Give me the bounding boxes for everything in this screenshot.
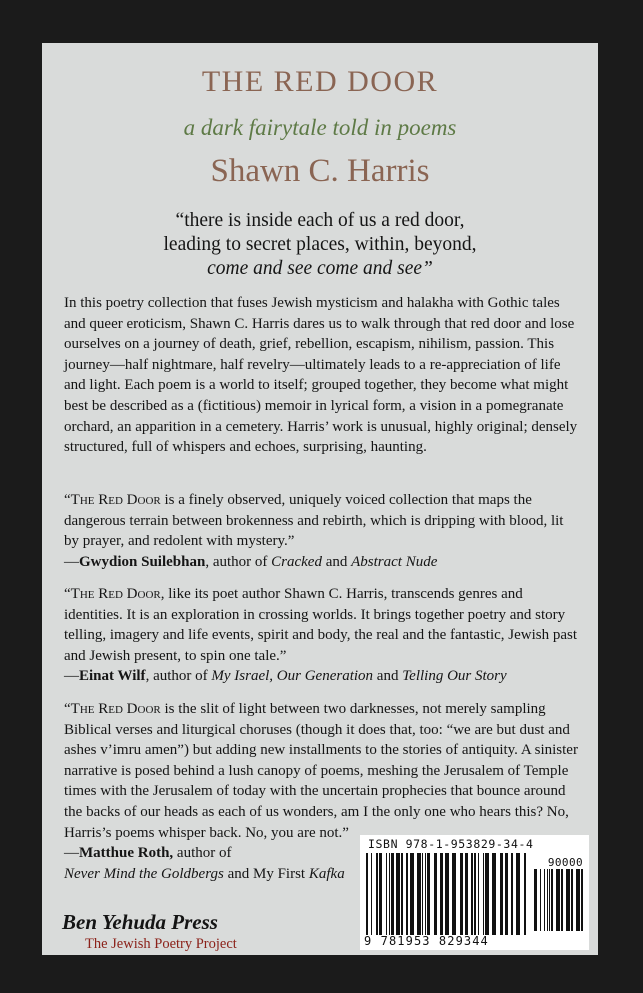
barcode-bar — [434, 853, 437, 935]
barcode-bar — [534, 869, 537, 931]
blurb: “The Red Door, like its poet author Shawn C. Harris, transcends genres and identities. It is an exploration in crossing worlds. It brings together poetry and story telling, imagery and life events, spirit and body, the real and the fantastic, Jewish past and Jewish present, to spin one tale.” —Einat Wilf, author of My Israel, Our Generation and Telling Our Story — [64, 586, 578, 685]
barcode-bar — [401, 853, 403, 935]
barcode-bar — [452, 853, 456, 935]
blurb-attribution — [64, 845, 345, 882]
work-title: Telling Our Story — [402, 668, 507, 685]
barcode-bar — [485, 853, 489, 935]
barcode-bar — [386, 853, 387, 935]
blurb-author: Matthue Roth, — [79, 845, 174, 862]
work-title: Kafka — [308, 865, 345, 882]
blurb: “The Red Door is the slit of light between two darknesses, not merely sampling Biblical verses and liturgical choruses (though it does that, too: “we are but dust and ashes v’imru amen”) but adding new installments to the stories of antiquity. A sinister narrative is posed behind a lush canopy of poems, meshing the Jerusalem of Temple times with the Jerusalem of today with the uncertain prophecies that bounce around the backs of our heads as each of us wonders, am I the only one who hears this? No, Harris’s poems whisper back. No, you are not.” —Matthue Roth, author of Never Mind the Goldbergs and My First Kafka — [64, 701, 578, 882]
epigraph-line: leading to secret places, within, beyond, — [163, 234, 477, 255]
barcode-bar — [406, 853, 408, 935]
epigraph-line: “there is inside each of us a red door, — [175, 210, 465, 231]
barcode-bar — [544, 869, 545, 931]
blurb-text: is a finely observed, uniquely voiced collection that maps the dangerous terrain between brokenness and rebirth, which is dripping with blood, lit by prayer, and redolent with mystery.” — [64, 492, 564, 550]
barcode-bar — [571, 869, 573, 931]
barcode-bar — [478, 853, 479, 935]
price-code: 90000 — [547, 856, 583, 869]
isbn-barcode — [360, 835, 589, 950]
barcode-bar — [440, 853, 443, 935]
barcode-bar — [524, 853, 526, 935]
publisher-logo: Ben Yehuda Press — [62, 910, 218, 934]
barcode-bar — [556, 869, 560, 931]
barcode-bar — [366, 853, 368, 935]
barcode-bar — [511, 853, 513, 935]
barcode-bar — [483, 853, 484, 935]
barcode-bar — [549, 869, 550, 931]
blurb-author: Einat Wilf — [79, 668, 146, 685]
conjunction: and — [373, 668, 403, 685]
blurb-text: , like its poet author Shawn C. Harris, transcends genres and identities. It is an exploration in crossing worlds. It brings together poetry and story telling, imagery and life events, spirit and body, the real and the fantastic, Jewish past and Jewish present, to spin one tale.” — [64, 586, 578, 664]
barcode-bar — [500, 853, 503, 935]
barcode-bar — [540, 869, 541, 931]
dash: — — [64, 668, 79, 685]
addon-bars — [534, 869, 584, 931]
barcode-bar — [422, 853, 423, 935]
barcode-bar — [551, 869, 553, 931]
conjunction: and — [321, 553, 352, 570]
barcode-bar — [379, 853, 382, 935]
barcode-bar — [410, 853, 414, 935]
isbn-label: ISBN 978-1-953829-34-4 — [368, 837, 534, 851]
barcode-bar — [516, 853, 520, 935]
book-reference: The Red Door — [70, 492, 161, 508]
barcode-bar — [460, 853, 463, 935]
blurb-text: is the slit of light between two darknesses, not merely sampling Biblical verses and liturgical choruses (though it does that, too: “we are but dust and ashes v’imru amen”) but adding new installments to the stories of antiquity. A sinister narrative is posed behind a lush canopy of poems, meshing the Jerusalem of Temple times with the Jerusalem of today with the uncertain prophecies that bounce around the backs of our heads as each of us wonders, am I the only one who hears this? No, Harris’s poems whisper back. No, you are not.” — [64, 701, 578, 841]
blurb: “The Red Door is a finely observed, uniquely voiced collection that maps the dangerous terrain between brokenness and rebirth, which is dripping with blood, lit by prayer, and redolent with mystery.” —Gwydion Suilebhan, author of Cracked and Abstract Nude — [64, 492, 564, 570]
epigraph-line: come and see come and see” — [207, 258, 433, 279]
barcode-bar — [576, 869, 580, 931]
work-title: Abstract Nude — [351, 553, 438, 570]
book-description: In this poetry collection that fuses Jewish mysticism and halakha with Gothic tales and queer eroticism, Shawn C. Harris dares us to walk through that red door and lose ourselves on a journey of death, grief, rebellion, escapism, nihilism, passion. This journey—half nightmare, half revelry—ultimately leads to a re-appreciation of life and light. Each poem is a world to itself; grouped together, they become what might best be described as a (fictitious) memoir in lyrical form, a vision in a pomegranate orchard, an apparition in a cemetery. Harris’ work is unusual, highly original; densely structured, full of whispers and echoes, surprising, haunting. — [64, 295, 578, 456]
barcode-bar — [492, 853, 496, 935]
blurb-author: Gwydion Suilebhan — [79, 553, 206, 570]
epigraph — [42, 209, 598, 281]
blurb-attribution — [64, 668, 507, 684]
barcode-bar — [425, 853, 426, 935]
publisher-imprint: The Jewish Poetry Project — [85, 936, 237, 952]
ean13-bars — [366, 853, 526, 935]
barcode-bar — [581, 869, 583, 931]
work-title: My Israel, Our Generation — [211, 668, 374, 685]
barcode-bar — [376, 853, 378, 935]
barcode-bar — [474, 853, 476, 935]
book-title: THE RED DOOR — [201, 65, 439, 98]
book-author: Shawn C. Harris — [210, 153, 430, 189]
barcode-bar — [389, 853, 390, 935]
book-reference: The Red Door — [70, 701, 161, 717]
work-title: Cracked — [271, 553, 322, 570]
barcode-bar — [371, 853, 372, 935]
barcode-bar — [547, 869, 548, 931]
barcode-bar — [561, 869, 563, 931]
barcode-bar — [427, 853, 430, 935]
work-title: Never Mind the Goldbergs — [64, 865, 224, 882]
barcode-bar — [445, 853, 449, 935]
back-cover — [42, 43, 598, 955]
barcode-bar — [465, 853, 468, 935]
barcode-bar — [417, 853, 421, 935]
author-of: , author of — [205, 553, 272, 570]
author-of: author of — [173, 845, 232, 862]
barcode-digits: 9 781953 829344 — [364, 934, 489, 948]
author-of: , author of — [145, 668, 212, 685]
barcode-bar — [396, 853, 400, 935]
barcode-bar — [505, 853, 508, 935]
book-subtitle: a dark fairytale told in poems — [183, 115, 457, 140]
book-reference: The Red Door — [70, 586, 161, 602]
conjunction: and My First — [223, 865, 309, 882]
dash: — — [64, 845, 79, 862]
dash: — — [64, 553, 79, 570]
blurb-attribution — [64, 554, 437, 570]
barcode-bar — [391, 853, 394, 935]
barcode-bar — [471, 853, 473, 935]
barcode-bar — [566, 869, 570, 931]
